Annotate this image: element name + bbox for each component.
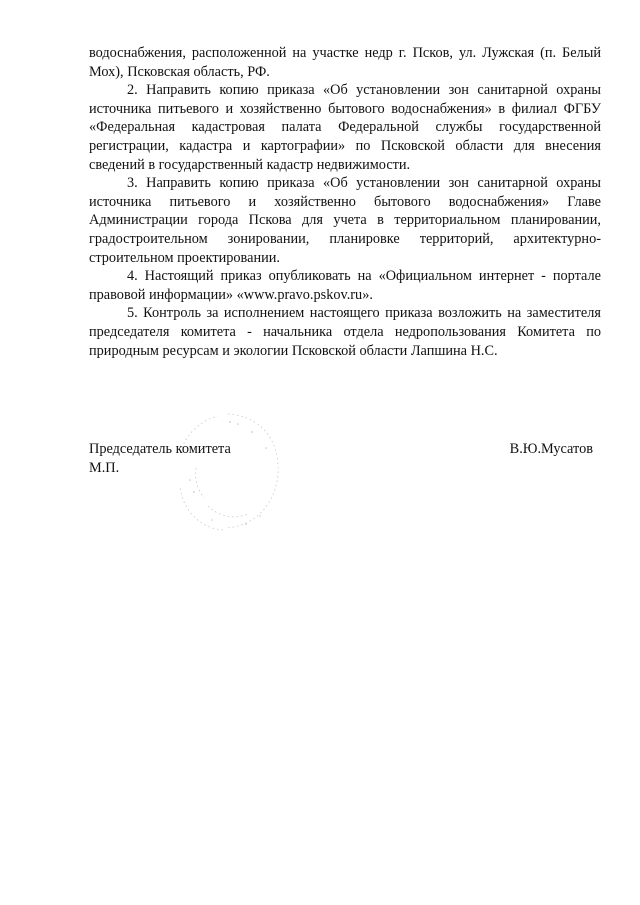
- paragraph-item-3: 3. Направить копию приказа «Об установлении зон санитарной охраны источника питьевого и хозяйственно бытового водоснабжения» Главе Администрации города Пскова для учета в территориальном планировании, градостроительном зонировании, планировке территорий, архитектурно-строительном проектировании.: [89, 175, 601, 266]
- paragraph-item-4: 4. Настоящий приказ опубликовать на «Официальном интернет - портале правовой информации» «www.pravo.pskov.ru».: [89, 268, 601, 303]
- signatory-position: Председатель комитета: [89, 441, 231, 457]
- paragraph-continuation: водоснабжения, расположенной на участке недр г. Псков, ул. Лужская (п. Белый Мох), Псковская область, РФ.: [89, 45, 601, 80]
- seal-place-mark: М.П.: [89, 460, 120, 476]
- paragraph-item-2: 2. Направить копию приказа «Об установлении зон санитарной охраны источника питьевого и хозяйственно бытового водоснабжения» в филиал ФГБУ «Федеральная кадастровая палата Федеральной службы государственной регистрации, кадастра и картографии» по Псковской области для внесения сведений в государственный кадастр недвижимости.: [89, 82, 601, 173]
- faint-seal-stamp: [168, 408, 288, 538]
- signatory-name: В.Ю.Мусатов: [509, 441, 593, 457]
- paragraph-item-5: 5. Контроль за исполнением настоящего приказа возложить на заместителя председателя комитета - начальника отдела недропользования Комитета по природным ресурсам и экологии Псковской области Лапшина Н.С.: [89, 305, 601, 359]
- document-body: [89, 44, 601, 360]
